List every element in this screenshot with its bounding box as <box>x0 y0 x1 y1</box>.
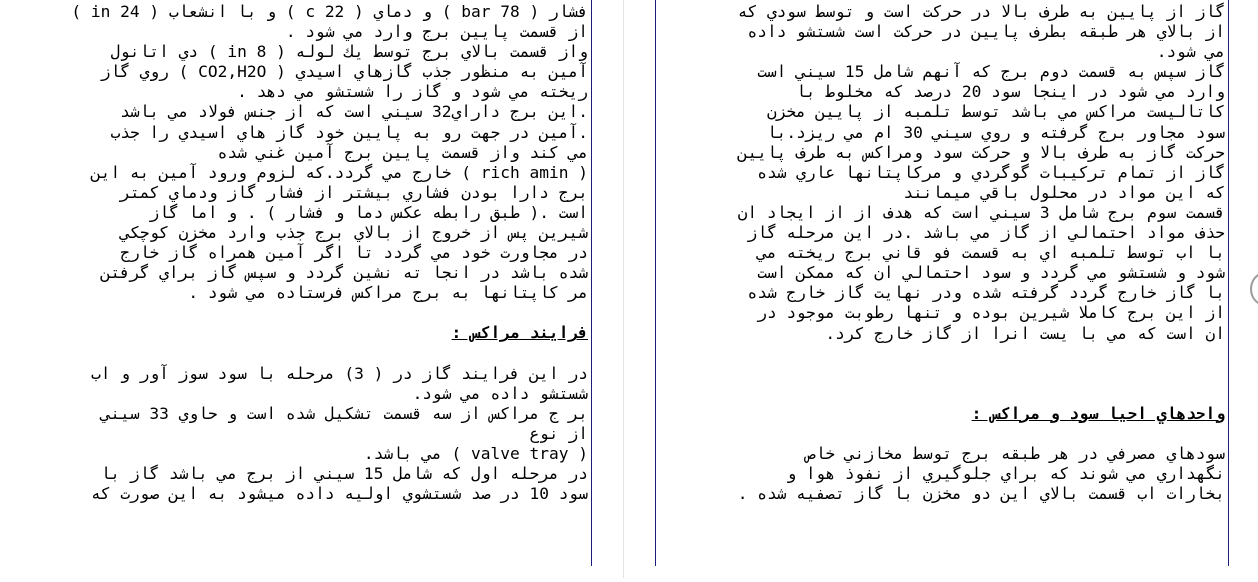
paragraph: گاز سپس به قسمت دوم برج كه آنهم شامل 15 سيني است وارد مي شود در اينجا سود 20 درصد كه مخلوط با كاتاليست مراكس مي باشد توسط تلمبه از پايين مخزن سود مجاور برج گرفته و روي سيني 30 ام مي ريزد.با حركت گاز به طرف بالا و حركت سود ومراكس به طرف پايين گاز از تمام تركيبات گوگردي و مركاپتانها عاري شده كه اين مواد در محلول باقي ميمانند <box>737 62 1225 202</box>
paragraph: قسمت سوم برج شامل 3 سيني است كه هدف از از ايجاد ان حذف مواد احتمالي از گاز مي باشد .در اين مرحله گاز با اب توسط تلمبه اي به قسمت فو قاني برج ريخته مي شود و شستشو مي گردد و سود احتمالي ان كه ممكن است با گاز خارج گردد گرفته شده ودر نهايت گاز خارج شده از اين برج كاملا شيرين بوده و تنها رطوبت موجود در ان است كه مي با يست انرا از گاز خارج كرد. <box>737 202 1225 343</box>
paragraph: در مرحله اول كه شامل 15 سيني از برج مي باشد گاز با سود 10 در صد شستشوي اوليه داده ميشود به اين صورت كه <box>90 463 588 504</box>
section-heading: واحدهاي احيا سود و مراكس : <box>971 403 1225 423</box>
page-right <box>655 0 1229 566</box>
paragraph: در اين فرايند گاز در ( 3) مرحله با سود سوز آور و اب شستشو داده مي شود. <box>90 363 588 403</box>
page-left-text <box>10 0 591 504</box>
paragraph: سودهاي مصرفي در هر طبقه برج توسط مخازني خاص نگهداري مي شوند كه براي جلوگيري از نفوذ هوا و بخارات اب قسمت بالاي اين دو مخزن با گاز تصفيه شده . <box>737 443 1225 503</box>
paragraph: واز قسمت بالاي برج توسط يك لوله ( 8 in ) دي اتانول آمين به منظور جذب گازهاي اسيدي ( CO2,H2O ) روي گاز ريخته مي شود و گاز را شستشو مي دهد . <box>100 42 588 102</box>
paragraph: گاز از پايين به طرف بالا در حركت است و توسط سودي كه از بالاي هر طبقه بطرف پايين در حركت است شستشو داده مي شود. <box>737 2 1225 62</box>
spacer <box>14 303 588 323</box>
scroll-button[interactable] <box>1250 272 1258 306</box>
page-gutter-divider <box>623 0 624 578</box>
paragraph: .اين برج داراي32 سيني است كه از جنس فولاد مي باشد .آمين در جهت رو به پايين خود گاز هاي اسيدي را جذب مي كند واز قسمت پايين برج آمين غني شده ( rich amin ) خارج مي گردد.كه لزوم ورود آمين به اين برج دارا بودن فشاري بيشتر از فشار گاز ودماي كمتر است .( طبق رابطه عكس دما و فشار ) . و اما گاز شيرين پس از خروج از بالاي برج جذب وارد مخزن كوچكي در مجاورت خود مي گردد تا اگر آمين همراه گاز خارج شده باشد در انجا ته نشين گردد و سپس گاز براي گرفتن مر كاپتانها به برج مراكس فرستاده مي شود . <box>90 102 588 303</box>
spacer <box>660 424 1225 444</box>
page-right-text <box>656 0 1228 504</box>
section-heading: فرايند مراكس : <box>451 323 588 343</box>
paragraph: فشار ( 78 bar ) و دماي ( 22 c ) و با انشعاب ( 24 in ) از قسمت پايين برج وارد مي شود . <box>71 2 588 42</box>
page-left <box>10 0 592 566</box>
spacer <box>660 344 1225 404</box>
spacer <box>14 344 588 364</box>
paragraph: بر ج مراكس از سه قسمت تشكيل شده است و حاوي 33 سيني از نوع ( valve tray ) مي باشد. <box>100 403 588 463</box>
